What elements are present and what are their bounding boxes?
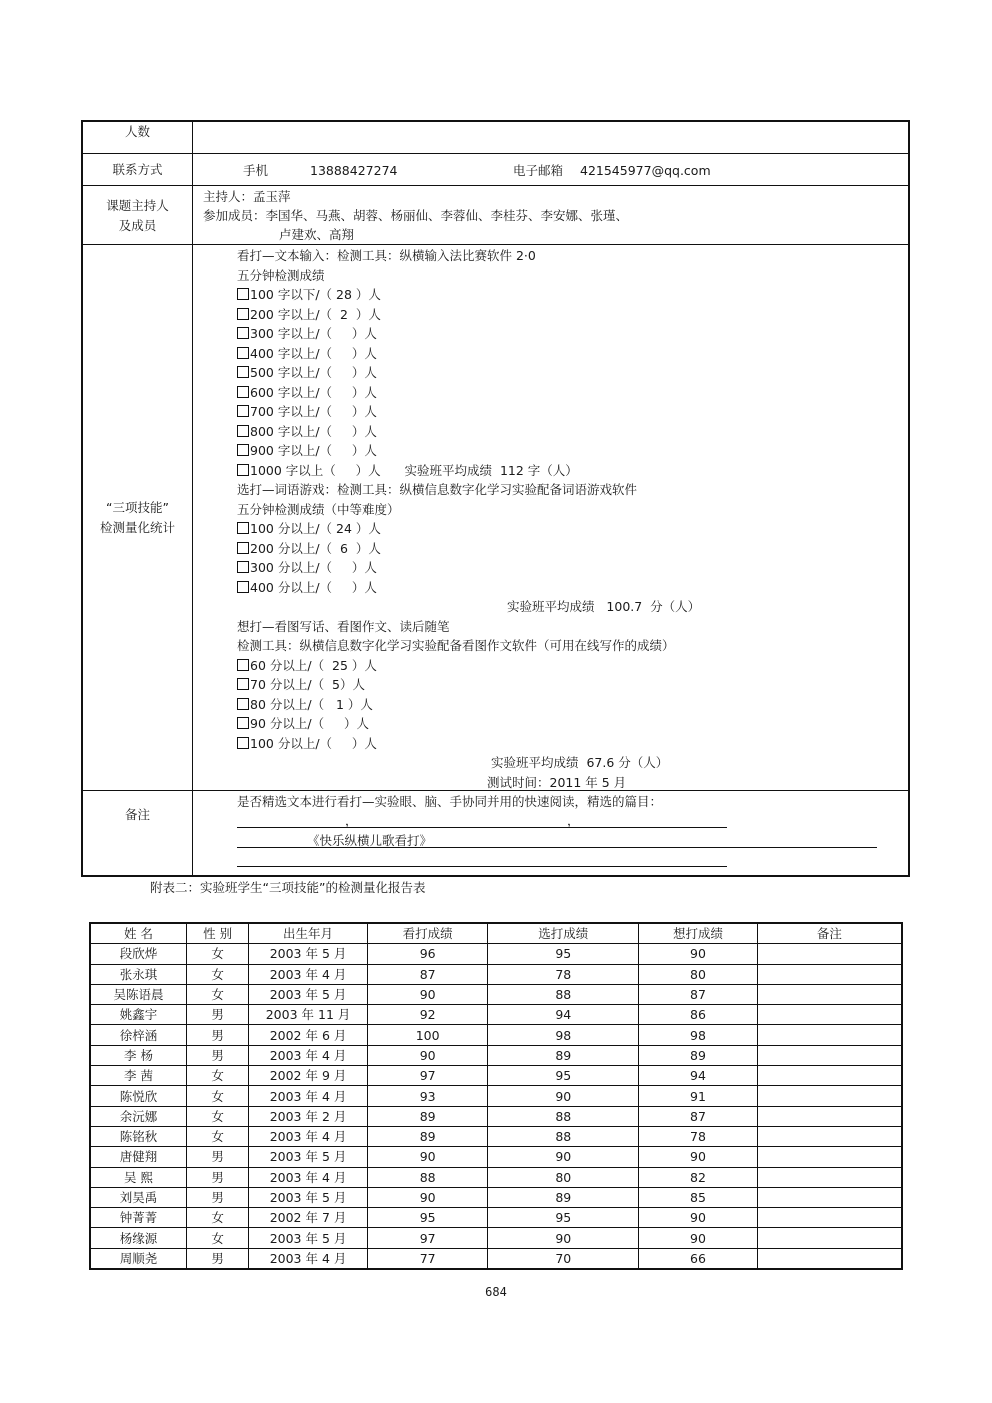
gender-cell: 女: [186, 1228, 248, 1248]
birth-date-cell: 2002 年 7 月: [249, 1208, 368, 1228]
table-row: [90, 1208, 902, 1228]
notes-cell: [757, 1025, 902, 1045]
phone-label: 手机: [243, 163, 269, 178]
think-score-cell: 85: [639, 1187, 758, 1207]
header-select-score: 选打成绩: [488, 923, 639, 944]
think-title: 想打—看图写话、看图作文、读后随笔: [237, 618, 450, 634]
checkbox-icon: [237, 678, 249, 690]
table-row: [90, 1126, 902, 1146]
think-score-cell: 90: [639, 1208, 758, 1228]
notes-cell: [757, 1228, 902, 1248]
notes-title: 《快乐纵横儿歌看打》: [307, 833, 433, 848]
members-line: 参加成员：李国华、马燕、胡蓉、杨丽仙、李蓉仙、李桂芬、李安娜、张瑾、: [203, 208, 629, 223]
think-item: 60 分以上/（ 25 ）人: [237, 656, 377, 675]
select-item: 300 分以上/（ ）人: [237, 558, 377, 577]
gender-cell: 男: [186, 1248, 248, 1269]
student-name-cell: 陈悦欣: [90, 1086, 186, 1106]
table-row: [90, 984, 902, 1004]
members-label-line2: 及成员: [118, 218, 157, 233]
checkbox-icon: [237, 659, 249, 671]
header-gender: 性 别: [186, 923, 248, 944]
think-average: 实验班平均成绩 67.6 分（人）: [491, 755, 669, 770]
notes-cell: [757, 1187, 902, 1207]
typing-item: 900 字以上/（ ）人: [237, 441, 377, 460]
gender-cell: 女: [186, 1126, 248, 1146]
phone-value: 13888427274: [310, 163, 398, 178]
typing-score-cell: 90: [367, 984, 488, 1004]
table-row: [90, 964, 902, 984]
select-score-cell: 88: [488, 984, 639, 1004]
student-name-cell: 杨缘源: [90, 1228, 186, 1248]
email-value: 421545977@qq.com: [580, 163, 711, 178]
select-score-cell: 88: [488, 1106, 639, 1126]
think-item: 70 分以上/（ 5）人: [237, 675, 365, 694]
student-name-cell: 段欣烨: [90, 944, 186, 964]
student-name-cell: 张永琪: [90, 964, 186, 984]
header-think-score: 想打成绩: [639, 923, 758, 944]
typing-score-cell: 93: [367, 1086, 488, 1106]
notes-underline: [237, 847, 877, 848]
think-item: 90 分以上/（ ）人: [237, 714, 369, 733]
table-row: [90, 1167, 902, 1187]
birth-date-cell: 2003 年 5 月: [249, 1187, 368, 1207]
checkbox-icon: [237, 561, 249, 573]
select-subtitle: 五分钟检测成绩（中等难度）: [237, 501, 400, 517]
think-score-cell: 80: [639, 964, 758, 984]
table-row: [90, 1187, 902, 1207]
birth-date-cell: 2003 年 5 月: [249, 984, 368, 1004]
notes-label: 备注: [124, 807, 150, 822]
checkbox-icon: [237, 386, 249, 398]
gender-cell: 女: [186, 1208, 248, 1228]
typing-score-cell: 89: [367, 1126, 488, 1146]
email-label: 电子邮箱: [513, 163, 564, 178]
table-row: [90, 1147, 902, 1167]
notes-cell: [757, 1106, 902, 1126]
think-score-cell: 89: [639, 1045, 758, 1065]
gender-cell: 女: [186, 944, 248, 964]
gender-cell: 男: [186, 1025, 248, 1045]
student-name-cell: 钟菁菁: [90, 1208, 186, 1228]
table-header-row: [90, 923, 902, 944]
typing-item: 100 字以下/（ 28 ）人: [237, 285, 381, 304]
think-score-cell: 90: [639, 1228, 758, 1248]
notes-comma: ，: [567, 813, 580, 828]
typing-score-cell: 90: [367, 1147, 488, 1167]
row-divider: [83, 244, 908, 245]
think-score-cell: 86: [639, 1005, 758, 1025]
notes-text: 是否精选文本进行看打—实验眼、脑、手协同并用的快速阅读，精选的篇目：: [237, 794, 663, 809]
select-score-cell: 89: [488, 1187, 639, 1207]
experiment-info-table: [81, 120, 910, 877]
birth-date-cell: 2003 年 4 月: [249, 964, 368, 984]
checkbox-icon: [237, 581, 249, 593]
typing-item: 500 字以上/（ ）人: [237, 363, 377, 382]
student-name-cell: 刘昊禹: [90, 1187, 186, 1207]
think-item: 100 分以上/（ ）人: [237, 734, 377, 753]
checkbox-icon: [237, 717, 249, 729]
birth-date-cell: 2003 年 4 月: [249, 1126, 368, 1146]
think-tool: 检测工具：纵横信息数字化学习实验配备看图作文软件（可用在线写作的成绩）: [237, 638, 675, 653]
people-count-label: 人数: [124, 124, 150, 139]
select-score-cell: 95: [488, 1208, 639, 1228]
student-name-cell: 李 茜: [90, 1066, 186, 1086]
table-divider: [192, 122, 193, 875]
typing-item: 600 字以上/（ ）人: [237, 383, 377, 402]
typing-score-cell: 89: [367, 1106, 488, 1126]
checkbox-icon: [237, 366, 249, 378]
row-divider: [83, 185, 908, 186]
typing-item: 700 字以上/（ ）人: [237, 402, 377, 421]
notes-cell: [757, 1208, 902, 1228]
typing-subtitle: 五分钟检测成绩: [237, 267, 325, 283]
typing-score-cell: 97: [367, 1228, 488, 1248]
typing-score-cell: 92: [367, 1005, 488, 1025]
checkbox-icon: [237, 327, 249, 339]
checkbox-icon: [237, 522, 249, 534]
stats-label-line2: 检测量化统计: [99, 520, 175, 535]
select-score-cell: 88: [488, 1126, 639, 1146]
host-line: 主持人：孟玉萍: [203, 189, 291, 204]
select-average: 实验班平均成绩 100.7 分（人）: [507, 599, 701, 614]
table-row: [90, 1066, 902, 1086]
checkbox-icon: [237, 288, 249, 300]
think-score-cell: 91: [639, 1086, 758, 1106]
select-item: 400 分以上/（ ）人: [237, 578, 377, 597]
typing-score-cell: 90: [367, 1187, 488, 1207]
checkbox-icon: [237, 405, 249, 417]
members-label-line1: 课题主持人: [106, 198, 169, 213]
select-score-cell: 89: [488, 1045, 639, 1065]
notes-cell: [757, 964, 902, 984]
birth-date-cell: 2003 年 5 月: [249, 1228, 368, 1248]
gender-cell: 男: [186, 1167, 248, 1187]
birth-date-cell: 2003 年 5 月: [249, 1147, 368, 1167]
header-typing-score: 看打成绩: [367, 923, 488, 944]
birth-date-cell: 2003 年 4 月: [249, 1086, 368, 1106]
birth-date-cell: 2003 年 2 月: [249, 1106, 368, 1126]
checkbox-icon: [237, 444, 249, 456]
select-score-cell: 70: [488, 1248, 639, 1269]
header-notes: 备注: [757, 923, 902, 944]
student-name-cell: 周顺尧: [90, 1248, 186, 1269]
row-divider: [83, 153, 908, 154]
select-score-cell: 80: [488, 1167, 639, 1187]
gender-cell: 男: [186, 1147, 248, 1167]
members-line-continued: 卢建欢、高翔: [279, 227, 355, 242]
gender-cell: 女: [186, 984, 248, 1004]
select-score-cell: 90: [488, 1086, 639, 1106]
think-score-cell: 90: [639, 1147, 758, 1167]
table-row: [90, 944, 902, 964]
typing-score-cell: 100: [367, 1025, 488, 1045]
think-score-cell: 90: [639, 944, 758, 964]
typing-item: 1000 字以上（ ）人 实验班平均成绩 112 字（人）: [237, 461, 578, 480]
table-caption: 附表二：实验班学生“三项技能”的检测量化报告表: [150, 880, 426, 895]
think-score-cell: 87: [639, 984, 758, 1004]
gender-cell: 女: [186, 1086, 248, 1106]
think-score-cell: 82: [639, 1167, 758, 1187]
select-score-cell: 90: [488, 1228, 639, 1248]
header-birth: 出生年月: [249, 923, 368, 944]
typing-score-cell: 95: [367, 1208, 488, 1228]
gender-cell: 女: [186, 1106, 248, 1126]
test-time: 测试时间：2011 年 5 月: [487, 774, 627, 790]
student-name-cell: 徐梓涵: [90, 1025, 186, 1045]
select-item: 100 分以上/（ 24 ）人: [237, 519, 381, 538]
table-row: [90, 1228, 902, 1248]
notes-cell: [757, 1005, 902, 1025]
notes-cell: [757, 1248, 902, 1269]
birth-date-cell: 2002 年 9 月: [249, 1066, 368, 1086]
think-score-cell: 66: [639, 1248, 758, 1269]
student-name-cell: 姚鑫宇: [90, 1005, 186, 1025]
select-score-cell: 94: [488, 1005, 639, 1025]
notes-underline: [237, 866, 727, 867]
checkbox-icon: [237, 542, 249, 554]
typing-item: 400 字以上/（ ）人: [237, 344, 377, 363]
header-name: 姓 名: [90, 923, 186, 944]
student-name-cell: 余沅娜: [90, 1106, 186, 1126]
select-title: 选打—词语游戏：检测工具：纵横信息数字化学习实验配备词语游戏软件: [237, 482, 638, 497]
gender-cell: 男: [186, 1045, 248, 1065]
checkbox-icon: [237, 698, 249, 710]
student-name-cell: 李 杨: [90, 1045, 186, 1065]
checkbox-icon: [237, 464, 249, 476]
think-score-cell: 94: [639, 1066, 758, 1086]
student-name-cell: 陈铭秋: [90, 1126, 186, 1146]
typing-title: 看打—文本输入：检测工具：纵横输入法比赛软件 2·0: [237, 248, 536, 263]
notes-cell: [757, 1086, 902, 1106]
notes-cell: [757, 1147, 902, 1167]
checkbox-icon: [237, 347, 249, 359]
typing-score-cell: 87: [367, 964, 488, 984]
gender-cell: 女: [186, 964, 248, 984]
typing-item: 300 字以上/（ ）人: [237, 324, 377, 343]
birth-date-cell: 2003 年 4 月: [249, 1167, 368, 1187]
gender-cell: 男: [186, 1005, 248, 1025]
select-score-cell: 90: [488, 1147, 639, 1167]
typing-score-cell: 97: [367, 1066, 488, 1086]
checkbox-icon: [237, 737, 249, 749]
notes-comma: ，: [345, 813, 358, 828]
gender-cell: 男: [186, 1187, 248, 1207]
table-row: [90, 1086, 902, 1106]
typing-score-cell: 96: [367, 944, 488, 964]
select-score-cell: 95: [488, 1066, 639, 1086]
notes-cell: [757, 984, 902, 1004]
birth-date-cell: 2002 年 6 月: [249, 1025, 368, 1045]
think-score-cell: 78: [639, 1126, 758, 1146]
select-item: 200 分以上/（ 6 ）人: [237, 539, 381, 558]
typing-score-cell: 90: [367, 1045, 488, 1065]
typing-item: 200 字以上/（ 2 ）人: [237, 305, 381, 324]
score-table: [89, 922, 903, 1270]
notes-cell: [757, 944, 902, 964]
notes-underline: [237, 827, 727, 828]
birth-date-cell: 2003 年 11 月: [249, 1005, 368, 1025]
select-score-cell: 95: [488, 944, 639, 964]
table-row: [90, 1045, 902, 1065]
think-item: 80 分以上/（ 1 ）人: [237, 695, 373, 714]
birth-date-cell: 2003 年 5 月: [249, 944, 368, 964]
birth-date-cell: 2003 年 4 月: [249, 1045, 368, 1065]
student-name-cell: 吴陈语晨: [90, 984, 186, 1004]
checkbox-icon: [237, 308, 249, 320]
student-name-cell: 唐健翔: [90, 1147, 186, 1167]
notes-cell: [757, 1045, 902, 1065]
page-number: 684: [485, 1285, 507, 1299]
checkbox-icon: [237, 425, 249, 437]
think-score-cell: 98: [639, 1025, 758, 1045]
gender-cell: 女: [186, 1066, 248, 1086]
typing-item: 800 字以上/（ ）人: [237, 422, 377, 441]
select-score-cell: 98: [488, 1025, 639, 1045]
table-row: [90, 1248, 902, 1269]
notes-cell: [757, 1126, 902, 1146]
table-row: [90, 1005, 902, 1025]
notes-cell: [757, 1167, 902, 1187]
table-row: [90, 1106, 902, 1126]
stats-label-line1: “三项技能”: [106, 500, 169, 515]
contact-label: 联系方式: [112, 162, 163, 177]
think-score-cell: 87: [639, 1106, 758, 1126]
student-name-cell: 吴 熙: [90, 1167, 186, 1187]
birth-date-cell: 2003 年 4 月: [249, 1248, 368, 1269]
select-score-cell: 78: [488, 964, 639, 984]
typing-score-cell: 88: [367, 1167, 488, 1187]
notes-cell: [757, 1066, 902, 1086]
table-row: [90, 1025, 902, 1045]
typing-score-cell: 77: [367, 1248, 488, 1269]
